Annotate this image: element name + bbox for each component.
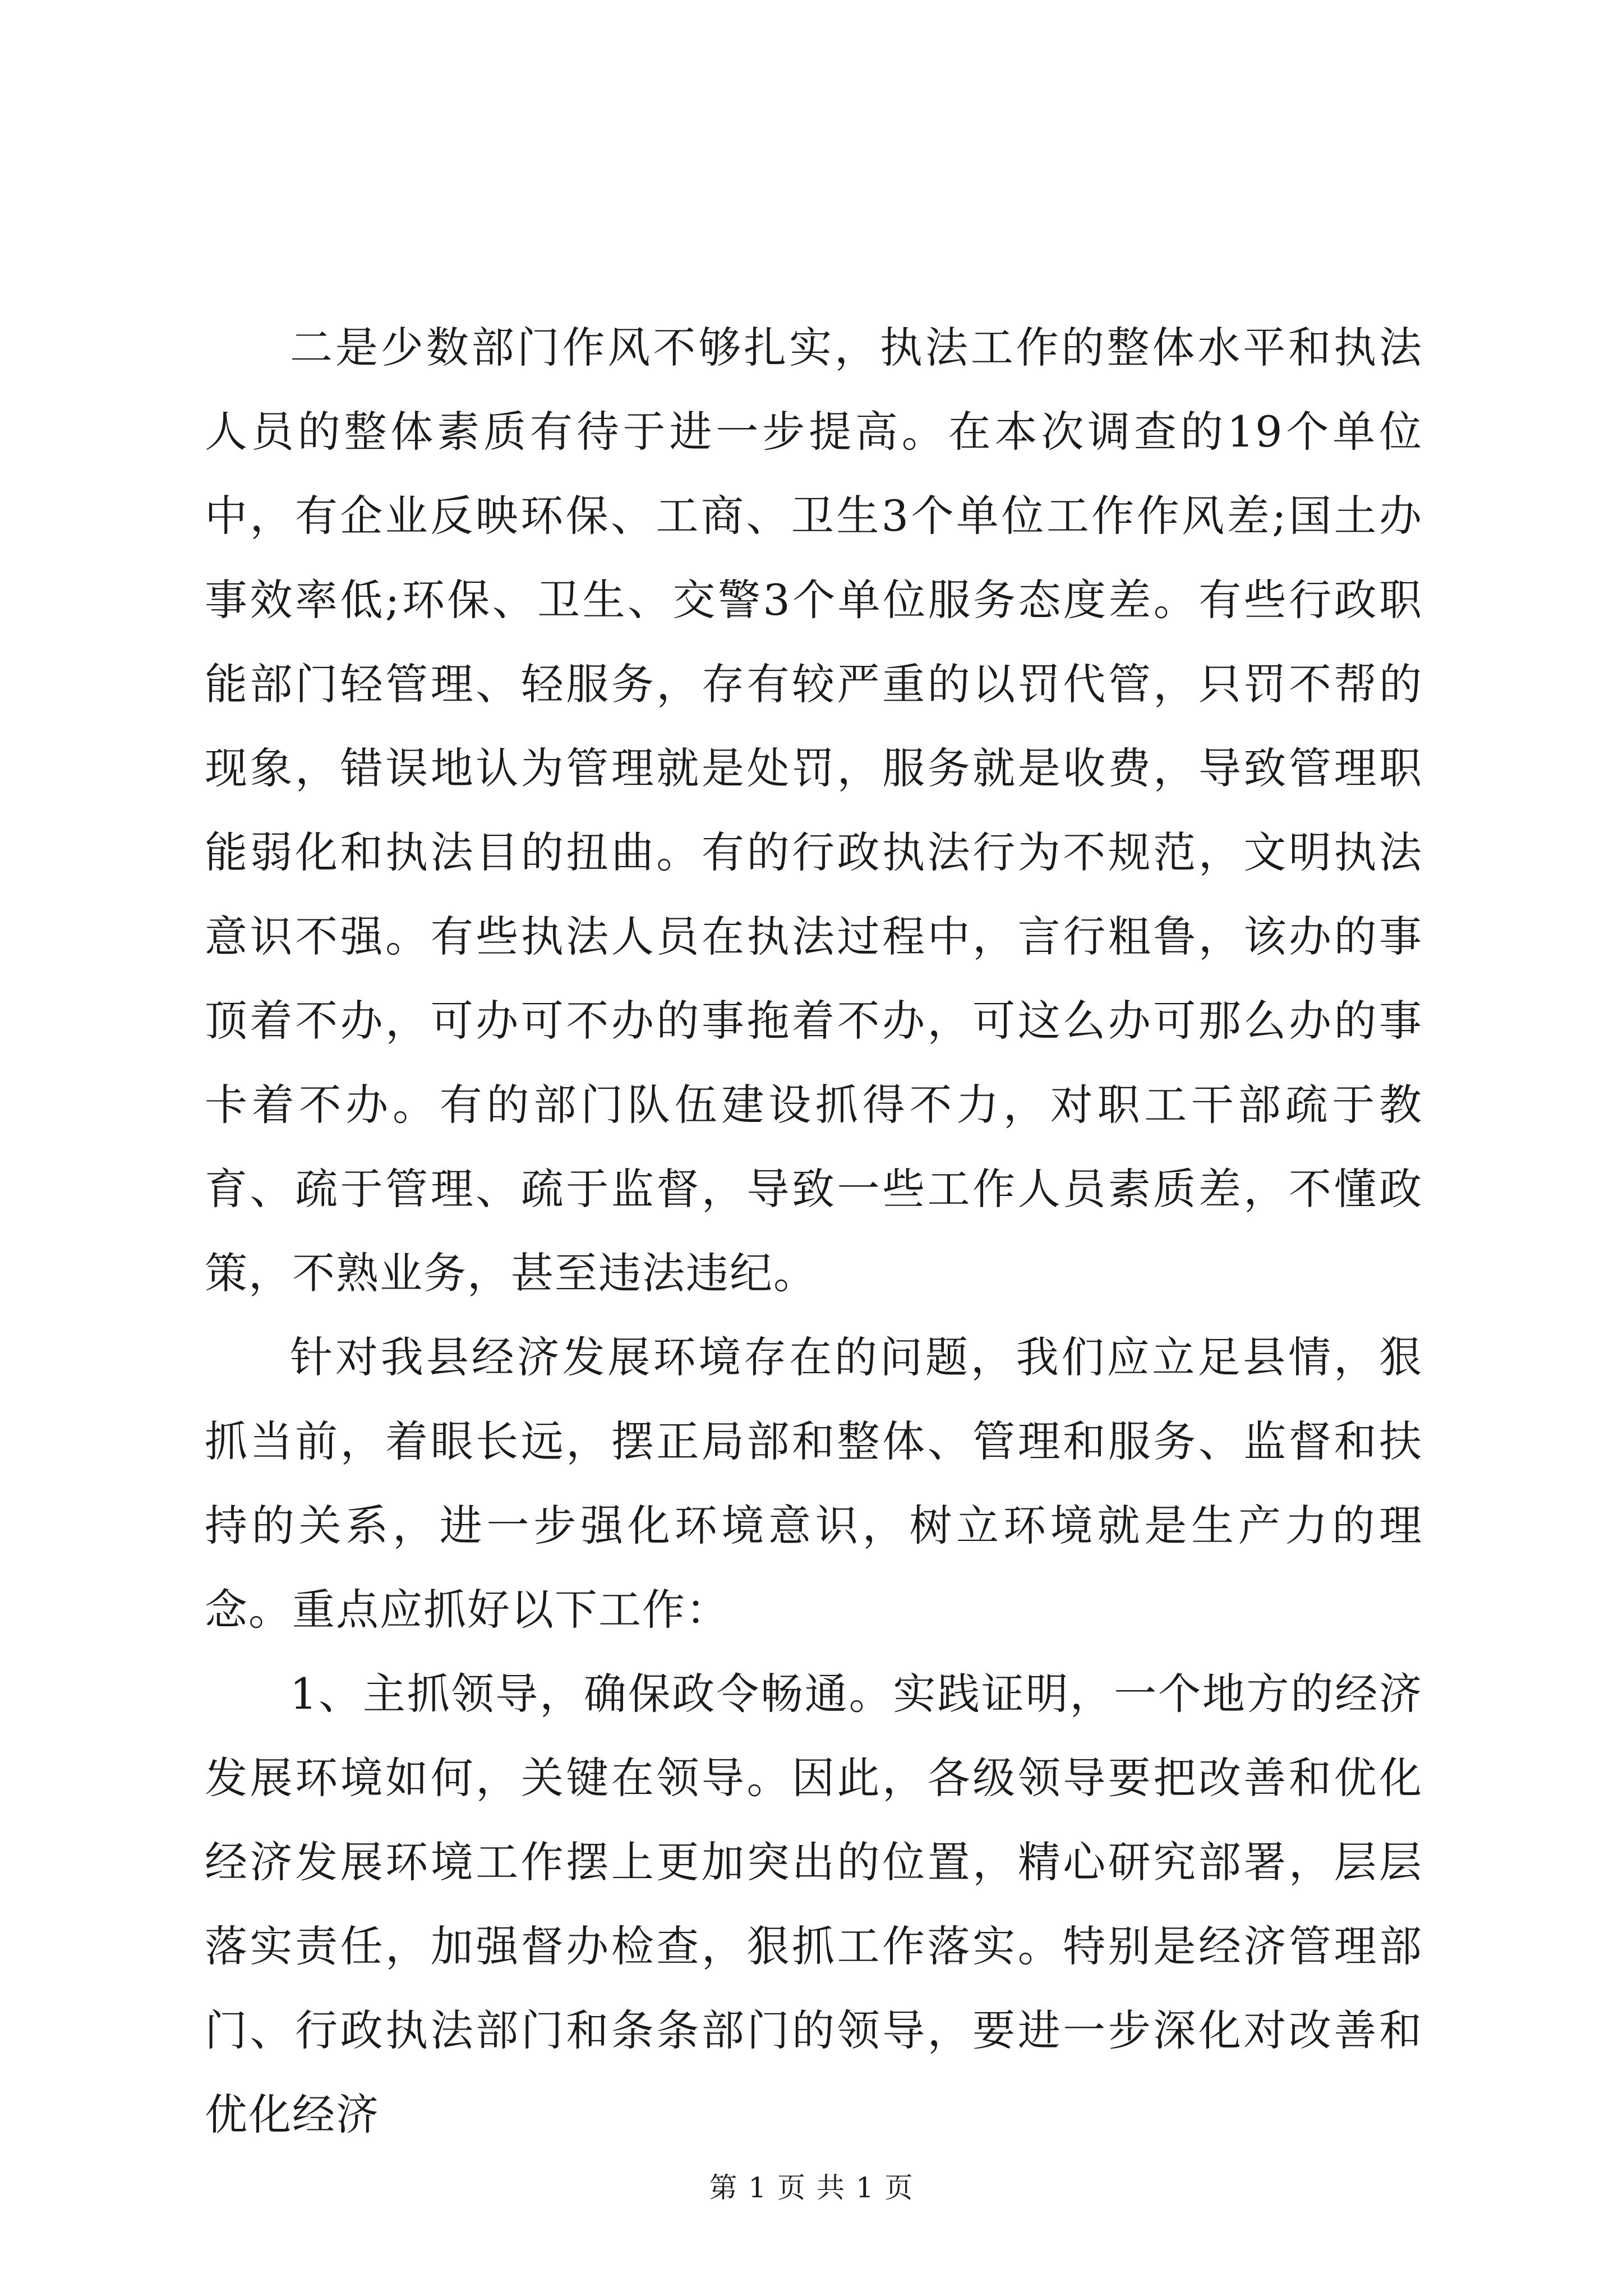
paragraph-2: 针对我县经济发展环境存在的问题，我们应立足县情，狠抓当前，着眼长远，摆正局部和整体、管理和服务、监督和扶持的关系，进一步强化环境意识，树立环境就是生产力的理念。重点应抓好以下工作： (205, 1332, 1423, 1635)
paragraph-3: 1、主抓领导，确保政令畅通。实践证明，一个地方的经济发展环境如何，关键在领导。因此，各级领导要把改善和优化经济发展环境工作摆上更加突出的位置，精心研究部署，层层落实责任，加强督办检查，狠抓工作落实。特别是经济管理部门、行政执法部门和条条部门的领导，要进一步深化对改善和优化经济 (205, 1669, 1423, 2139)
document-body (205, 306, 1423, 2157)
page-footer: 第 1 页 共 1 页 (709, 2171, 914, 2204)
paragraph-1: 二是少数部门作风不够扎实，执法工作的整体水平和执法人员的整体素质有待于进一步提高。在本次调查的19个单位中，有企业反映环保、工商、卫生3个单位工作作风差;国土办事效率低;环保、卫生、交警3个单位服务态度差。有些行政职能部门轻管理、轻服务，存有较严重的以罚代管，只罚不帮的现象，错误地认为管理就是处罚，服务就是收费，导致管理职能弱化和执法目的扭曲。有的行政执法行为不规范，文明执法意识不强。有些执法人员在执法过程中，言行粗鲁，该办的事顶着不办，可办可不办的事拖着不办，可这么办可那么办的事卡着不办。有的部门队伍建设抓得不力，对职工干部疏于教育、疏于管理、疏于监督，导致一些工作人员素质差，不懂政策，不熟业务，甚至违法违纪。 (205, 323, 1423, 1298)
